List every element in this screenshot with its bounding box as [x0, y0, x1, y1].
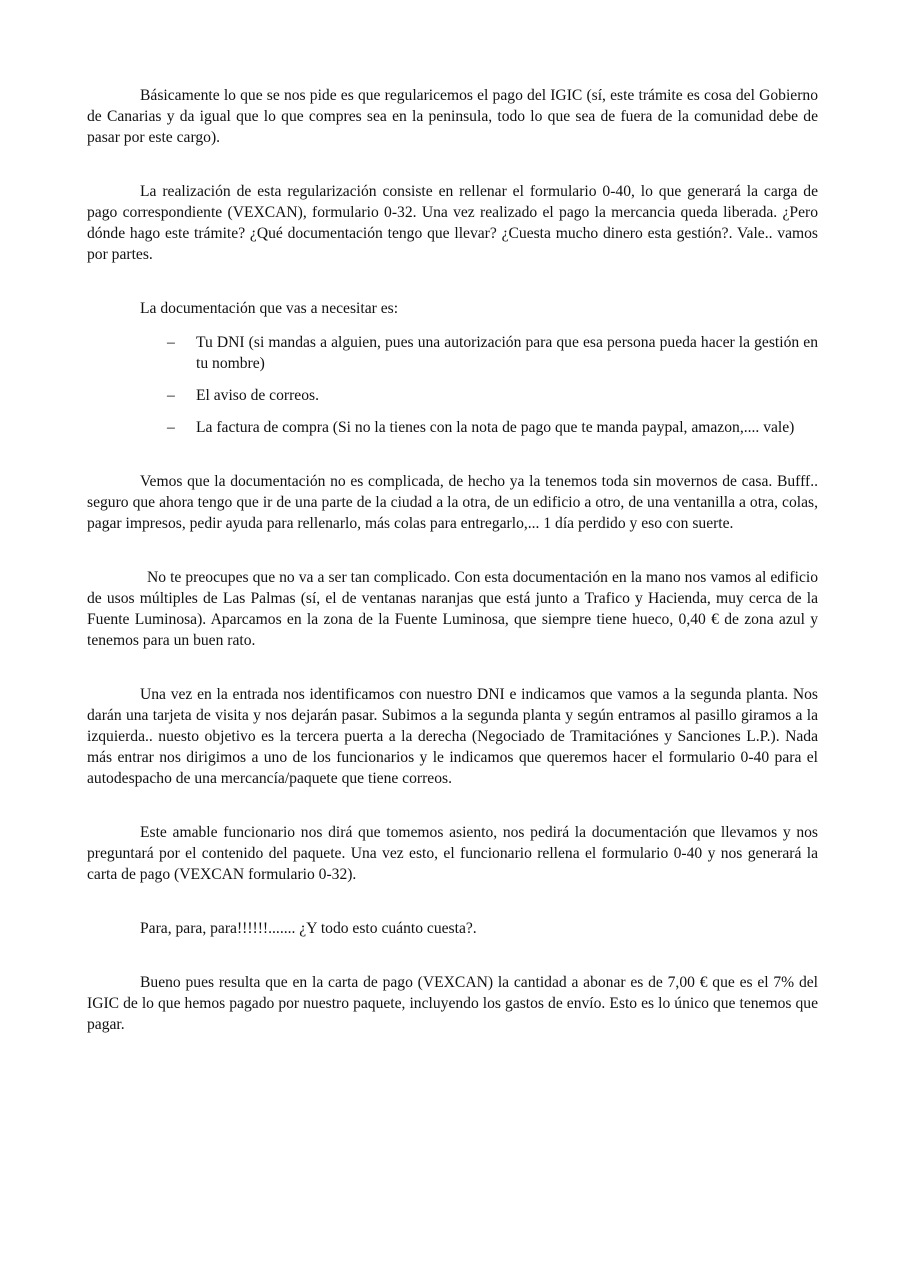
list-item-factura — [167, 417, 818, 438]
paragraph-documentation-intro: La documentación que vas a necesitar es: — [140, 300, 399, 317]
paragraph-second-floor: Una vez en la entrada nos identificamos con nuestro DNI e indicamos que vamos a la segunda planta. Nos darán una tarjeta de visita y nos dejarán pasar. Subimos a la segunda planta y según entramos al pasillo giramos a la izquierda.. nuesto objetivo es la tercera puerta a la derecha (Negociado de Tramitaciónes y Sanciones L.P.). Nada más entrar nos dirigimos a uno de los funcionarios y le indicamos que queremos hacer el formulario 0-40 para el autodespacho de una mercancía/paquete que tiene correos. — [87, 686, 818, 787]
paragraph-not-complicated: Vemos que la documentación no es complicada, de hecho ya la tenemos toda sin movernos de casa. Bufff.. seguro que ahora tengo que ir de una parte de la ciudad a la otra, de un edificio a otro, de una ventanilla a otra, colas, pagar impresos, pedir ayuda para rellenarlo, más colas para entregarlo,... 1 día perdido y eso con suerte. — [87, 473, 818, 532]
list-item-dni — [167, 332, 818, 374]
list-item-aviso — [167, 385, 818, 406]
paragraph-building-location: No te preocupes que no va a ser tan complicado. Con esta documentación en la mano nos vamos al edificio de usos múltiples de Las Palmas (sí, el de ventanas naranjas que está junto a Trafico y Hacienda, muy cerca de la Fuente Luminosa). Aparcamos en la zona de la Fuente Luminosa, que siempre tiene hueco, 0,40 € de zona azul y tenemos para un buen rato. — [87, 569, 818, 649]
paragraph-payment-amount: Bueno pues resulta que en la carta de pago (VEXCAN) la cantidad a abonar es de 7,00 € que es el 7% del IGIC de lo que hemos pagado por nuestro paquete, incluyendo los gastos de envío. Esto es lo único que tenemos que pagar. — [87, 974, 818, 1033]
documentation-list — [87, 332, 818, 438]
paragraph-regularization: La realización de esta regularización consiste en rellenar el formulario 0-40, lo que generará la carga de pago correspondiente (VEXCAN), formulario 0-32. Una vez realizado el pago la mercancia queda liberada. ¿Pero dónde hago este trámite? ¿Qué documentación tengo que llevar? ¿Cuesta mucho dinero esta gestión?. Vale.. vamos por partes. — [87, 183, 818, 263]
list-item-text: Tu DNI (si mandas a alguien, pues una autorización para que esa persona pueda hacer la gestión en tu nombre) — [196, 334, 818, 372]
paragraph-igic-intro: Básicamente lo que se nos pide es que regularicemos el pago del IGIC (sí, este trámite es cosa del Gobierno de Canarias y da igual que lo que compres sea en la peninsula, todo lo que sea de fuera de la comunidad debe de pasar por este cargo). — [87, 87, 818, 146]
list-bullet: – — [167, 387, 175, 404]
paragraph-how-much: Para, para, para!!!!!!....... ¿Y todo esto cuánto cuesta?. — [140, 920, 477, 937]
list-item-text: La factura de compra (Si no la tienes con la nota de pago que te manda paypal, amazon,.... vale) — [196, 419, 795, 436]
document-page — [87, 85, 818, 1035]
list-item-text: El aviso de correos. — [196, 387, 319, 404]
list-bullet: – — [167, 334, 175, 351]
paragraph-civil-servant: Este amable funcionario nos dirá que tomemos asiento, nos pedirá la documentación que llevamos y nos preguntará por el contenido del paquete. Una vez esto, el funcionario rellena el formulario 0-40 y nos generará la carta de pago (VEXCAN formulario 0-32). — [87, 824, 818, 883]
list-bullet: – — [167, 419, 175, 436]
